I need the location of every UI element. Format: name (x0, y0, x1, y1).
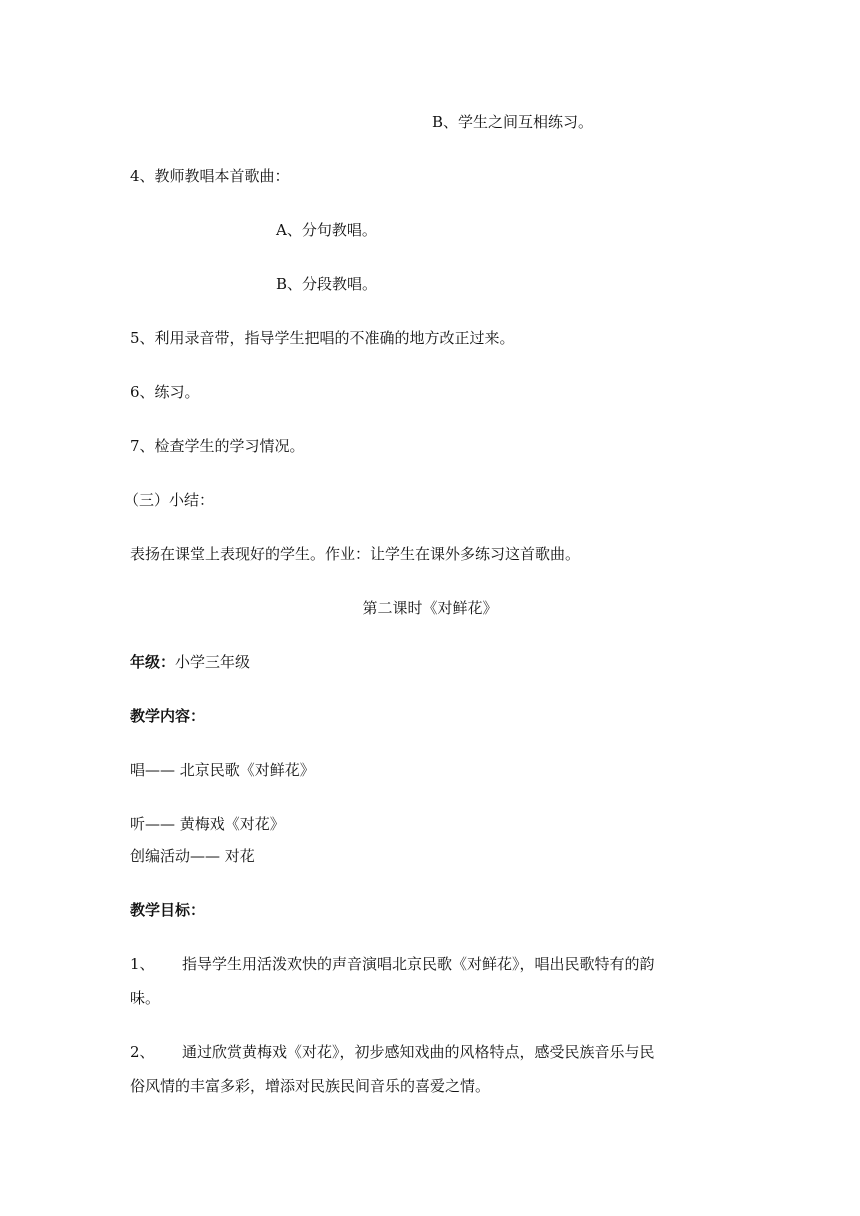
step-5: 5、利用录音带，指导学生把唱的不准确的地方改正过来。 (130, 329, 515, 347)
grade-value: 小学三年级 (175, 653, 251, 671)
sub-item-b-practice: B、学生之间互相练习。 (432, 113, 594, 131)
goal-1-line-1: 指导学生用活泼欢快的声音演唱北京民歌《对鲜花》，唱出民歌特有的韵 (182, 955, 655, 973)
step-6: 6、练习。 (130, 383, 200, 401)
goal-1-number: 1、 (130, 955, 155, 973)
step-7: 7、检查学生的学习情况。 (130, 437, 305, 455)
goal-2-line-1: 通过欣赏黄梅戏《对花》，初步感知戏曲的风格特点，感受民族音乐与民 (182, 1043, 655, 1061)
goal-1-line-2: 味。 (130, 989, 161, 1007)
content-create: 创编活动—— 对花 (130, 847, 255, 865)
teaching-content-heading: 教学内容： (130, 707, 206, 725)
sub-item-b-section: B、分段教唱。 (276, 275, 378, 293)
summary-text: 表扬在课堂上表现好的学生。作业：让学生在课外多练习这首歌曲。 (130, 545, 581, 563)
step-4: 4、教师教唱本首歌曲： (130, 167, 290, 185)
sub-item-a-sentence: A、分句教唱。 (276, 221, 377, 239)
content-sing: 唱—— 北京民歌《对鲜花》 (130, 761, 315, 779)
grade-label: 年级： (130, 653, 176, 671)
teaching-goals-heading: 教学目标： (130, 901, 206, 919)
summary-heading: （三）小结： (124, 491, 215, 509)
goal-2-number: 2、 (130, 1043, 155, 1061)
content-listen: 听—— 黄梅戏《对花》 (130, 815, 285, 833)
lesson-2-title: 第二课时《对鲜花》 (362, 599, 498, 617)
goal-2-line-2: 俗风情的丰富多彩，增添对民族民间音乐的喜爱之情。 (130, 1077, 491, 1095)
grade-line (130, 652, 250, 672)
